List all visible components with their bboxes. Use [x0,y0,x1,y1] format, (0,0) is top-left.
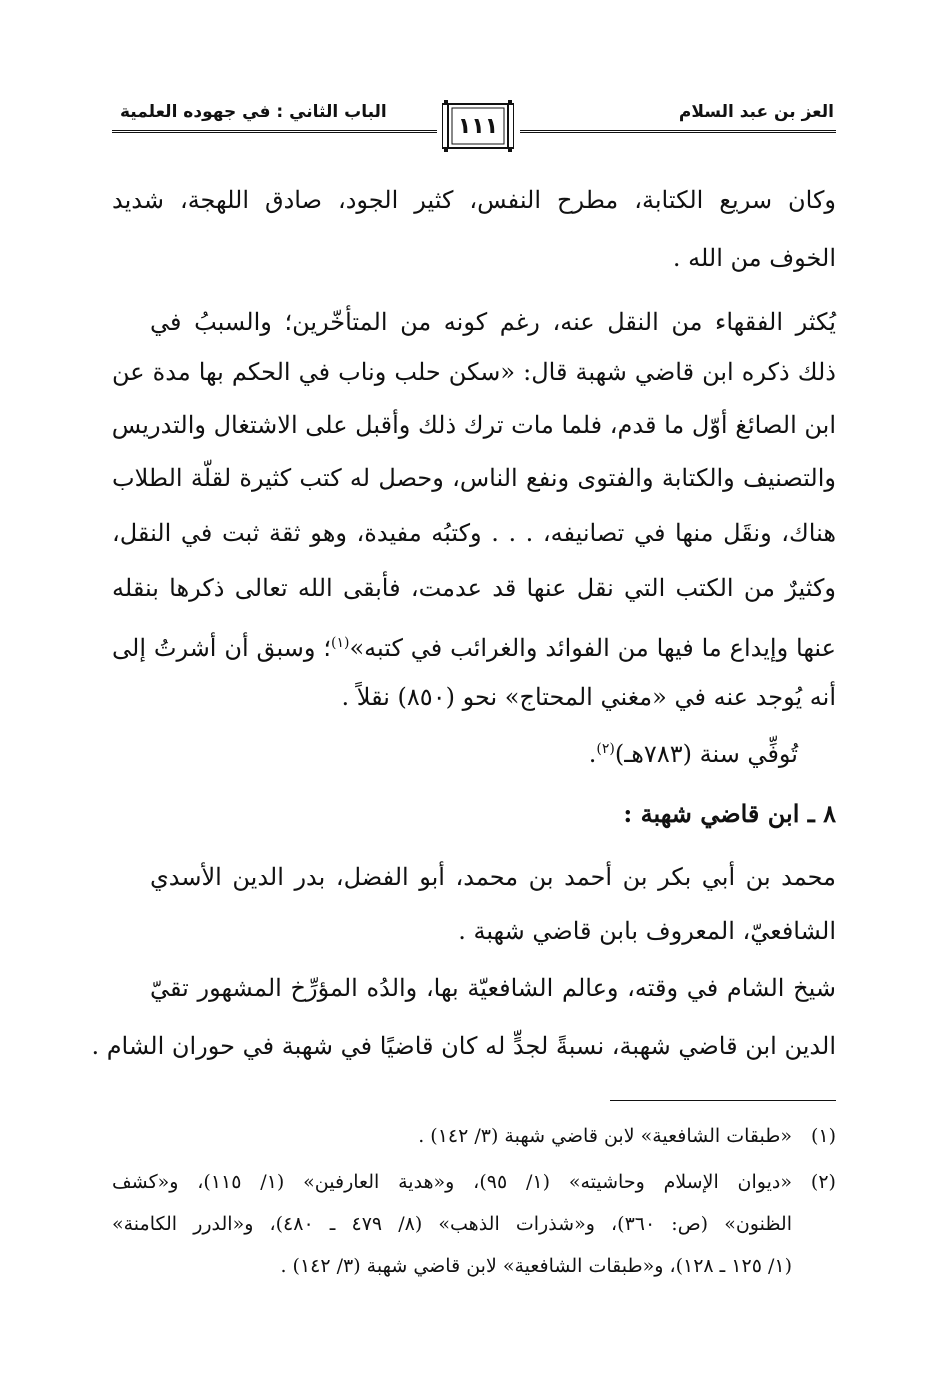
text-line: شيخ الشام في وقته، وعالم الشافعيّة بها، والدُه المؤرِّخ المشهور تقيّ [150,974,836,1002]
page-header [112,92,836,162]
footnote-item [418,1120,836,1152]
text-line [589,729,798,774]
text-line: الخوف من الله . [672,244,836,272]
text-line: الشافعيّ، المعروف بابن قاضي شهبة . [458,917,836,945]
footnote-item [112,1166,836,1198]
footnote-separator [610,1100,836,1101]
text-run: ؛ وسبق أن أشرتُ إلى [112,634,331,662]
page-number-frame [442,98,514,154]
section-heading: ٨ ـ ابن قاضي شهبة : [623,799,836,828]
footnote-ref[interactable]: (٢) [596,741,615,757]
text-run: تُوفِّي سنة (٧٨٣هـ) [614,740,798,768]
text-line: والتصنيف والكتابة والفتوى ونفع الناس، وحصل له كتب كثيرة لقلّة الطلاب [112,464,837,492]
text-run: عنها وإيداع ما فيها من الفوائد والغرائب في كتبه» [349,634,836,662]
footnote-ref[interactable]: (١) [330,635,350,651]
text-line: وكان سريع الكتابة، مطرح النفس، كثير الجود، صادق اللهجة، شديد [112,186,836,214]
footnote-line: الظنون» (ص: ٣٦٠)، و«شذرات الذهب» (٨/ ٤٧٩ ـ ٤٨٠)، و«الدرر الكامنة» [112,1213,792,1235]
text-line: محمد بن أبي بكر بن أحمد بن محمد، أبو الفضل، بدر الدين الأسدي [150,863,836,891]
chapter-title: الباب الثاني : في جهوده العلمية [120,102,387,122]
text-line: أنه يُوجد عنه في «مغني المحتاج» نحو (٨٥٠) نقلاً . [341,683,836,711]
text-line: يُكثر الفقهاء من النقل عنه، رغم كونه من المتأخّرين؛ والسببُ في [150,308,836,336]
page-number: ١١١ [457,114,499,139]
text-run: . [588,740,597,768]
text-line: وكثيرٌ من الكتب التي نقل عنها قد عدمت، فأبقى الله تعالى ذكرها بنقله [112,574,836,602]
footnote-text: «ديوان الإسلام وحاشيته» (١/ ٩٥)، و«هدية العارفين» (١/ ١١٥)، و«كشف [112,1171,792,1193]
footnote-line: (١/ ١٢٥ ـ ١٢٨)، و«طبقات الشافعية» لابن قاضي شهبة (٣/ ١٤٢) . [280,1255,792,1277]
footnote-text: «طبقات الشافعية» لابن قاضي شهبة (٣/ ١٤٢) . [418,1125,792,1147]
text-line: ذلك ذكره ابن قاضي شهبة قال: «سكن حلب وناب في الحكم بها مدة عن [112,358,836,386]
text-line: هناك، ونقَل منها في تصانيفه، . . . وكتبُه مفيدة، وهو ثقة ثبت في النقل، [112,519,836,547]
footnote-mark: (٢) [810,1171,836,1193]
footnote-mark: (١) [810,1125,836,1147]
header-rule-left [112,130,437,133]
book-title: العز بن عبد السلام [678,102,834,122]
text-line: الدين ابن قاضي شهبة، نسبةً لجدٍّ له كان قاضيًا في شهبة في حوران الشام . [91,1032,836,1060]
header-rule-right [520,130,836,133]
text-line: ابن الصائغ أوّل ما قدم، فلما مات ترك ذلك وأقبل على الاشتغال والتدريس [111,411,836,439]
text-line [112,623,836,668]
